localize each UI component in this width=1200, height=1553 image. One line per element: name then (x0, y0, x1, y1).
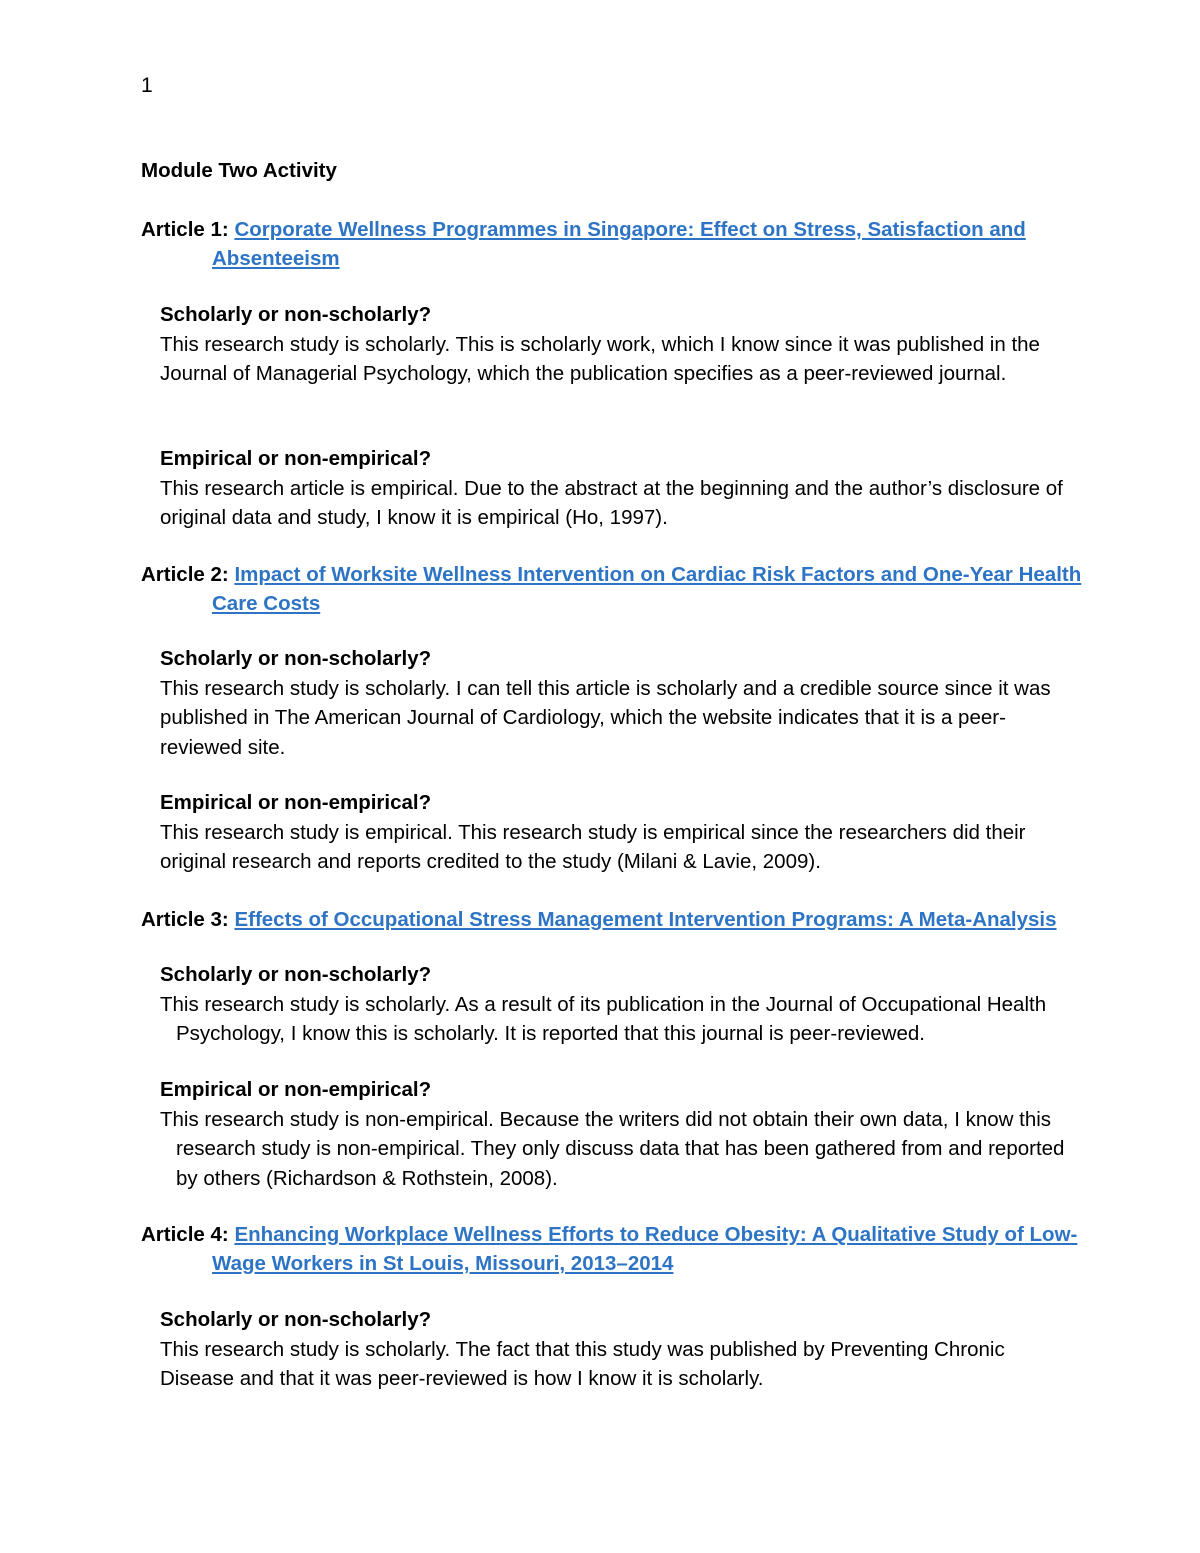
article-4-heading (141, 1220, 1122, 1278)
article-2-label: Article 2: (141, 563, 229, 586)
article-3-answer-empirical: This research study is non-empirical. Because the writers did not obtain their own data, I know this research study is non-empirical. They only discuss data that has been gathered from and reported by others (Richardson & Rothstein, 2008). (160, 1108, 1065, 1190)
article-3-question-scholarly: Scholarly or non-scholarly? (160, 963, 432, 986)
article-3-heading (141, 905, 1122, 934)
article-2-heading (141, 560, 1122, 618)
article-1-question-scholarly: Scholarly or non-scholarly? (160, 303, 432, 326)
article-1-answer-scholarly: This research study is scholarly. This is scholarly work, which I know since it was published in the Journal of Managerial Psychology, which the publication specifies as a peer-reviewed journal. (160, 333, 1040, 386)
article-4-link[interactable]: Enhancing Workplace Wellness Efforts to Reduce Obesity: A Qualitative Study of Low-Wage Workers in St Louis, Missouri, 2013–2014 (212, 1223, 1078, 1275)
article-1-label: Article 1: (141, 218, 229, 241)
article-3-question-empirical: Empirical or non-empirical? (160, 1078, 432, 1101)
article-4-label: Article 4: (141, 1223, 229, 1246)
page-number: 1 (141, 74, 153, 97)
article-3-link[interactable]: Effects of Occupational Stress Management Intervention Programs: A Meta-Analysis (234, 908, 1057, 931)
article-1-question-empirical: Empirical or non-empirical? (160, 447, 432, 470)
article-2-answer-scholarly: This research study is scholarly. I can tell this article is scholarly and a credible source since it was published in The American Journal of Cardiology, which the website indicates that it is a peer-reviewed site. (160, 677, 1051, 759)
article-1-link[interactable]: Corporate Wellness Programmes in Singapore: Effect on Stress, Satisfaction and Absenteeism (212, 218, 1026, 270)
article-2-link[interactable]: Impact of Worksite Wellness Intervention on Cardiac Risk Factors and One-Year Health Care Costs (212, 563, 1082, 615)
article-2-question-scholarly: Scholarly or non-scholarly? (160, 647, 432, 670)
article-3-label: Article 3: (141, 908, 229, 931)
article-2-answer-empirical: This research study is empirical. This research study is empirical since the researchers did their original research and reports credited to the study (Milani & Lavie, 2009). (160, 821, 1026, 874)
article-4-question-scholarly: Scholarly or non-scholarly? (160, 1308, 432, 1331)
article-4-answer-scholarly: This research study is scholarly. The fact that this study was published by Preventing Chronic Disease and that it was peer-reviewed is how I know it is scholarly. (160, 1338, 1005, 1391)
article-1-answer-empirical: This research article is empirical. Due to the abstract at the beginning and the author’s disclosure of original data and study, I know it is empirical (Ho, 1997). (160, 477, 1063, 530)
article-2-question-empirical: Empirical or non-empirical? (160, 791, 432, 814)
article-3-answer-scholarly: This research study is scholarly. As a result of its publication in the Journal of Occupational Health Psychology, I know this is scholarly. It is reported that this journal is peer-reviewed. (160, 993, 1047, 1046)
document-title: Module Two Activity (141, 159, 337, 182)
article-1-heading (141, 215, 1122, 273)
